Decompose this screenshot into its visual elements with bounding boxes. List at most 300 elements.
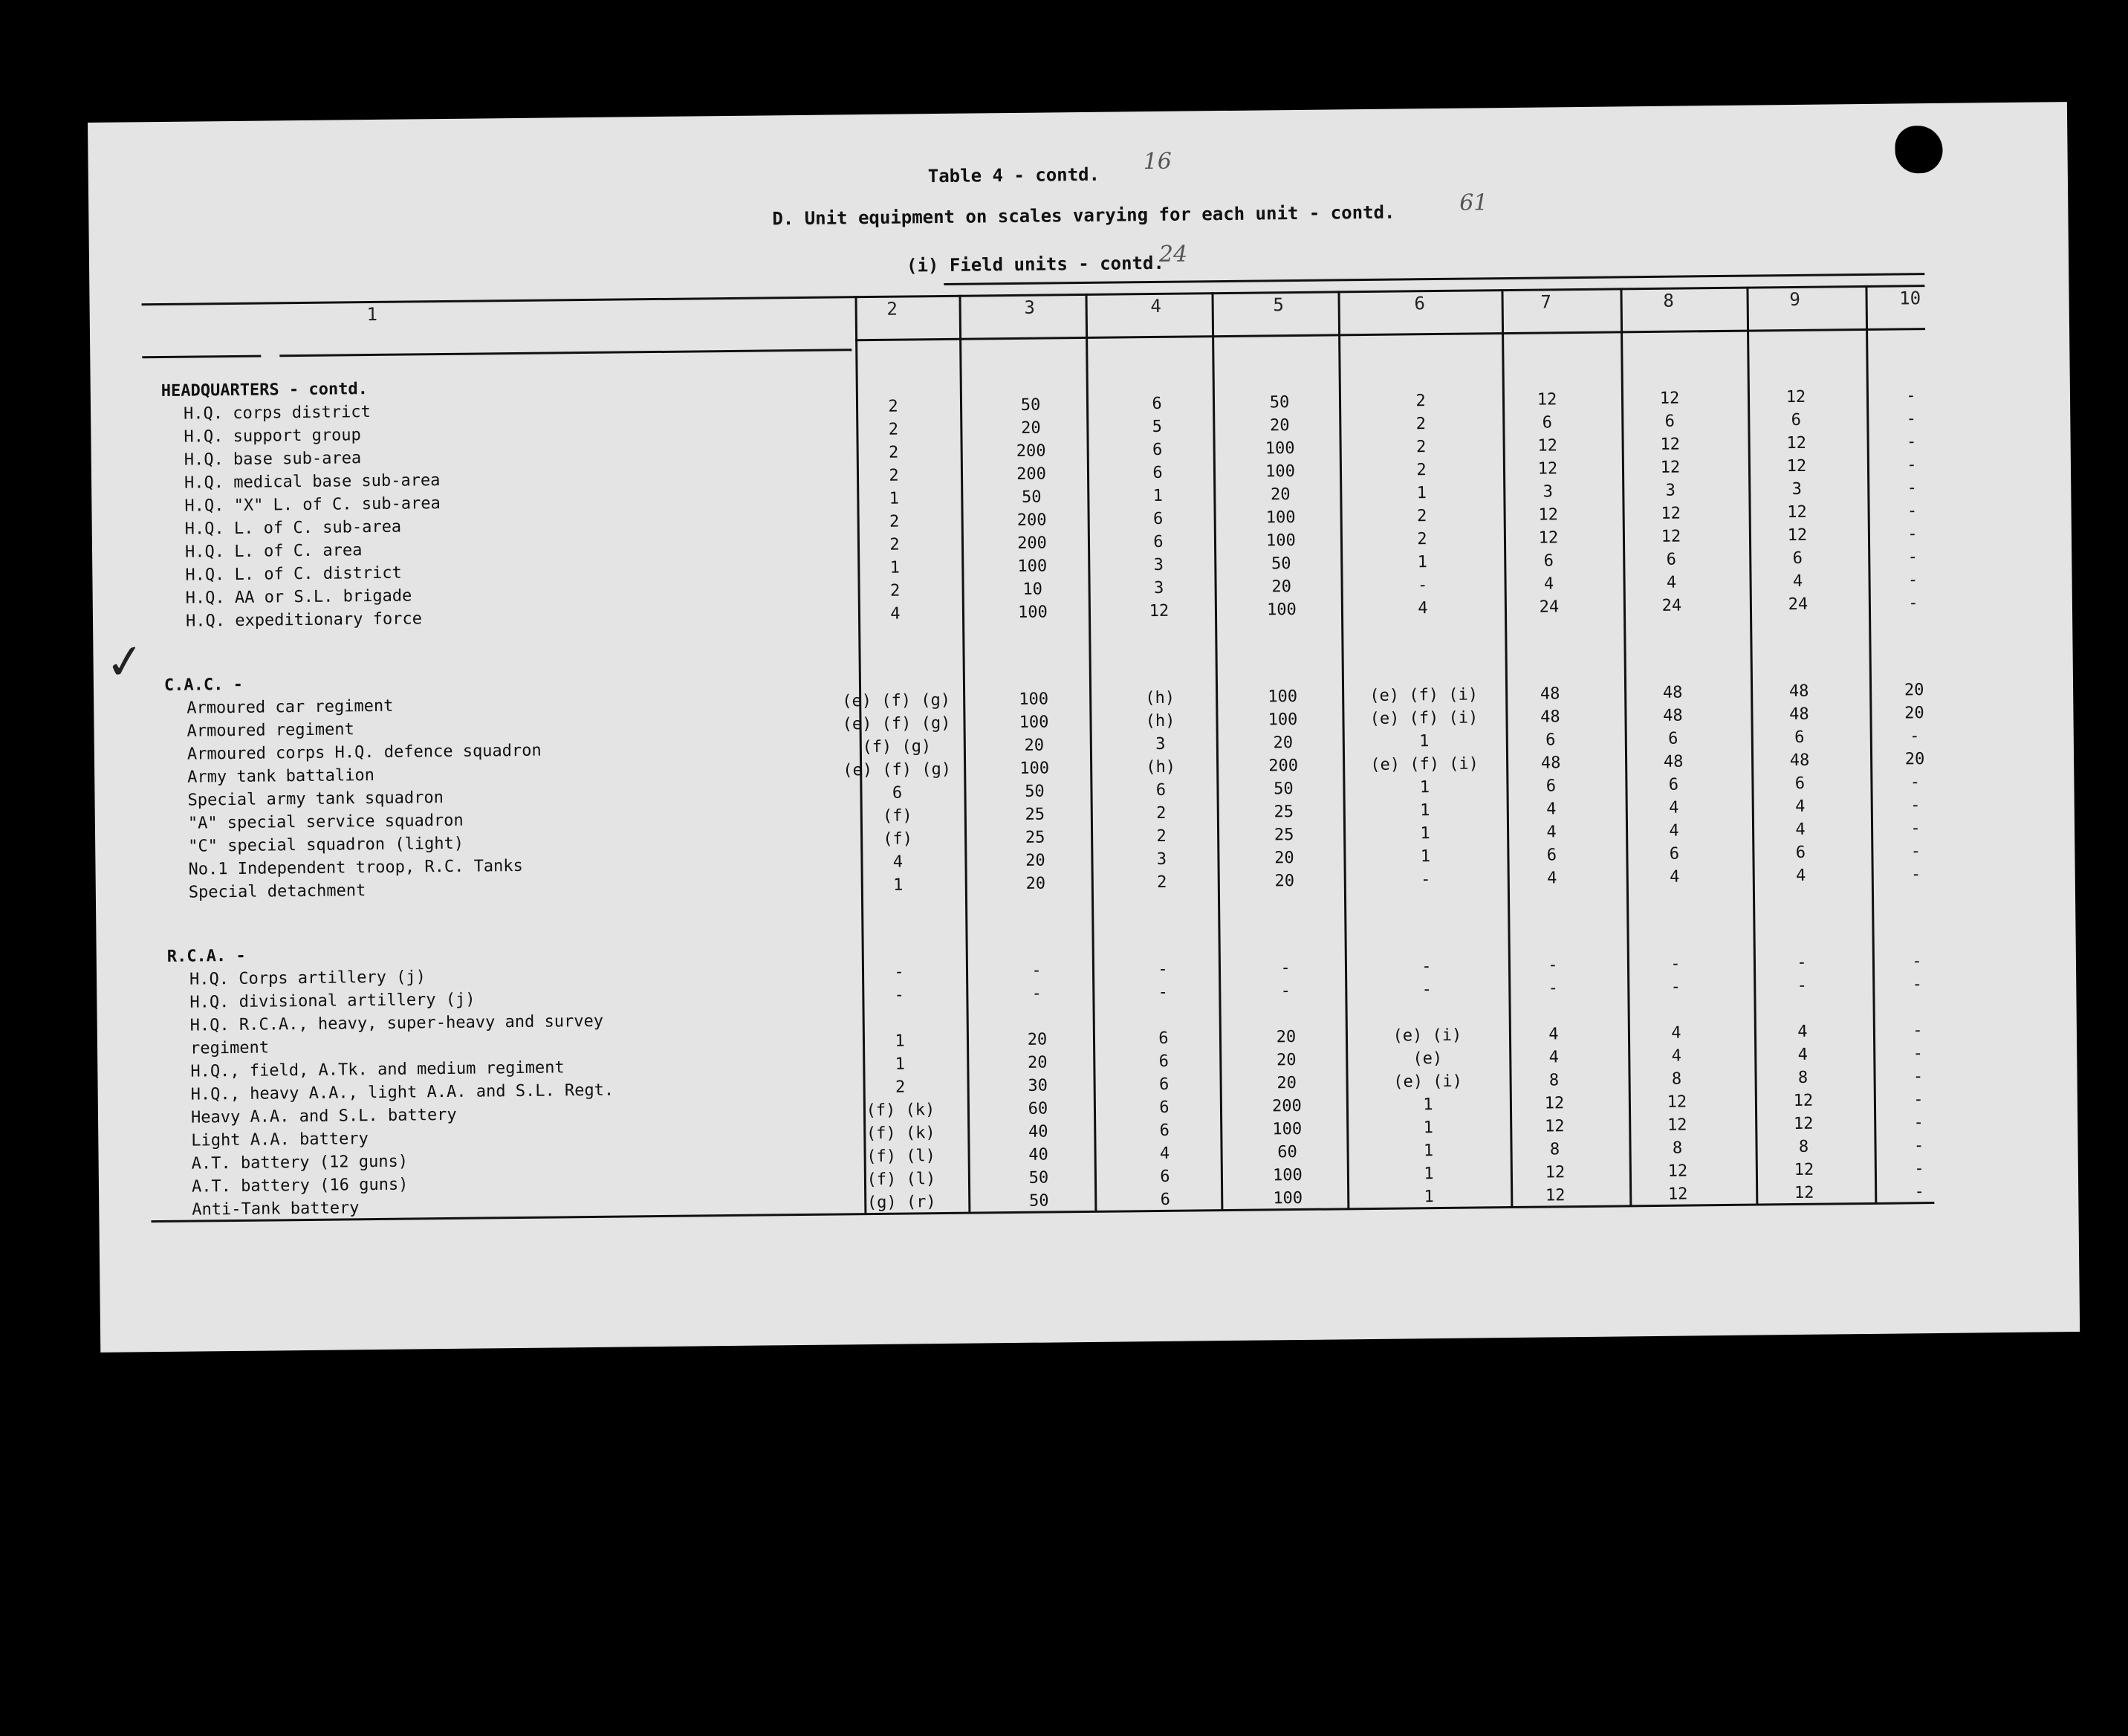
cell-col-2: (g) (r) [866,1193,936,1213]
cell-col-6: 1 [1420,847,1431,867]
cell-col-9: 48 [1789,705,1809,725]
cell-col-4: 6 [1153,532,1164,552]
cell-col-3: 30 [1028,1076,1048,1095]
cell-col-10: - [1910,727,1920,746]
cell-col-7: 12 [1537,436,1558,456]
cell-col-7: 6 [1543,551,1554,571]
cell-col-10: - [1906,386,1916,406]
cell-col-9: 12 [1787,525,1808,545]
cell-col-6: 1 [1423,1118,1434,1138]
cell-col-5: 25 [1274,803,1294,822]
cell-col-8: 8 [1671,1069,1682,1089]
cell-col-8: - [1670,954,1681,974]
cell-col-2: (f) (l) [866,1170,936,1190]
cell-col-2: 2 [889,535,900,554]
cell-col-3: 20 [1027,1030,1048,1049]
cell-col-5: 20 [1271,577,1292,597]
page-title: Table 4 - contd. [927,163,1100,187]
cell-col-5: - [1280,982,1291,1001]
cell-col-7: 6 [1546,846,1557,865]
cell-col-2: 2 [895,1078,906,1097]
cell-col-4: 3 [1153,555,1164,575]
cell-col-7: 12 [1544,1117,1565,1136]
cell-col-2: 6 [892,783,903,803]
cell-col-5: 50 [1271,554,1291,574]
cell-col-10: - [1910,796,1921,815]
cell-col-5: 100 [1265,531,1296,551]
cell-col-4: 6 [1159,1098,1170,1117]
cell-col-10: - [1907,456,1917,475]
cell-col-10: - [1910,865,1921,884]
cell-col-8: 12 [1667,1162,1688,1181]
header-rule-left-2 [279,349,851,357]
cell-col-10: - [1914,1182,1924,1202]
cell-col-4: 6 [1152,463,1163,483]
cell-col-2: 2 [889,466,899,485]
cell-col-8: 6 [1668,775,1679,794]
row-label: "C" special squadron (light) [188,834,464,856]
cell-col-8: 3 [1665,481,1676,500]
cell-col-6: (e) (f) (i) [1370,754,1479,774]
cell-col-5: 50 [1274,780,1294,799]
cell-col-7: 4 [1547,869,1557,888]
cell-col-9: 12 [1787,502,1807,522]
cell-col-7: - [1548,979,1559,998]
cell-col-4: (h) [1145,711,1175,731]
cell-col-9: 8 [1797,1068,1809,1087]
cell-col-5: 20 [1277,1074,1297,1093]
group-heading: R.C.A. - [166,946,246,966]
cell-col-3: 200 [1016,534,1048,553]
cell-col-10: - [1907,548,1918,567]
cell-col-5: 100 [1272,1119,1303,1139]
cell-col-9: 6 [1792,548,1803,569]
cell-col-8: 48 [1663,706,1683,725]
cell-col-2: (f) [883,829,913,849]
cell-col-5: 100 [1265,508,1296,528]
cell-col-4: 3 [1153,578,1164,598]
cell-col-6: 1 [1424,1165,1434,1184]
column-dividers [88,102,2067,123]
cell-col-8: 4 [1671,1023,1681,1043]
cell-col-4: - [1158,982,1169,1002]
page-subtitle: D. Unit equipment on scales varying for each unit - contd. [772,201,1395,230]
cell-col-5: 100 [1265,462,1296,482]
cell-col-5: 100 [1273,1188,1303,1208]
cell-col-3: 20 [1020,418,1041,438]
cell-col-8: 4 [1669,821,1679,841]
row-label: H.Q. L. of C. area [184,541,363,562]
cell-col-4: 6 [1152,509,1164,529]
cell-col-6: 2 [1415,438,1427,457]
row-label: H.Q., heavy A.A., light A.A. and S.L. Regt. [190,1081,614,1104]
cell-col-4: 1 [1152,486,1164,506]
row-label: H.Q. base sub-area [184,449,362,470]
cell-col-6: 1 [1419,778,1430,797]
cell-col-8: 48 [1662,683,1683,702]
cell-col-9: 12 [1793,1114,1814,1134]
cell-col-6: 1 [1420,824,1430,843]
cell-col-10: - [1910,842,1921,861]
document-sheet [88,102,2080,1353]
row-label: H.Q. medical base sub-area [184,471,441,493]
cell-col-5: 100 [1268,710,1298,730]
cell-col-10: - [1913,1113,1924,1133]
group-heading: C.A.C. - [163,675,244,695]
row-label: Anti-Tank battery [192,1199,360,1220]
row-label: Special army tank squadron [187,788,444,810]
cell-col-5: 60 [1277,1143,1297,1162]
cell-col-7: 12 [1545,1163,1566,1182]
cell-col-10: - [1913,1090,1924,1110]
cell-col-6: 1 [1416,484,1427,503]
column-header-8: 8 [1663,290,1674,311]
cell-col-9: 12 [1785,387,1806,407]
cell-col-3: 100 [1019,759,1050,778]
cell-col-5: 20 [1269,416,1290,435]
cell-col-5: 50 [1269,393,1290,412]
handwritten-note-3: 24 [1158,241,1188,268]
cell-col-3: 50 [1028,1191,1049,1211]
cell-col-6: (e) (i) [1393,1072,1463,1092]
cell-col-7: 4 [1543,574,1554,594]
cell-col-2: 1 [895,1031,905,1051]
cell-col-9: 4 [1795,797,1806,816]
cell-col-2: - [894,962,904,982]
cell-col-6: 2 [1415,415,1427,434]
cell-col-6: 1 [1420,801,1430,820]
cell-col-7: 12 [1545,1186,1566,1205]
cell-col-8: 4 [1666,573,1677,592]
cell-col-8: 4 [1669,798,1679,817]
cell-col-6: 2 [1415,392,1426,411]
row-label: A.T. battery (16 guns) [191,1175,409,1196]
cell-col-9: 4 [1795,866,1806,885]
cell-col-2: (e) (f) (g) [842,713,951,734]
column-header-4: 4 [1150,295,1162,317]
cell-col-2: (f) (l) [866,1147,936,1167]
cell-col-4: - [1158,959,1168,979]
cell-col-10: - [1907,571,1918,590]
cell-col-9: 12 [1793,1091,1814,1111]
cell-col-8: 12 [1659,389,1680,408]
header-rule [855,328,1925,341]
cell-col-10: 20 [1904,681,1924,700]
cell-col-8: 12 [1661,527,1681,546]
cell-col-10: 20 [1904,750,1925,769]
cell-col-4: 6 [1152,394,1162,414]
row-label: H.Q. Corps artillery (j) [189,968,426,989]
cell-col-4: 2 [1157,872,1167,892]
cell-col-2: (e) (f) (g) [843,760,952,780]
group-heading: HEADQUARTERS - contd. [160,380,369,401]
cell-col-3: - [1031,961,1042,980]
cell-col-10: - [1912,952,1922,971]
cell-col-9: 6 [1794,728,1805,747]
cell-col-9: 48 [1789,751,1810,771]
cell-col-9: - [1797,953,1807,972]
cell-col-4: 4 [1159,1144,1170,1163]
cell-col-5: 100 [1268,687,1298,707]
row-label: Armoured regiment [186,720,354,741]
cell-col-3: 20 [1024,736,1045,755]
cell-col-3: 200 [1016,441,1046,461]
cell-col-7: 3 [1543,482,1554,502]
cell-col-2: 2 [889,581,901,600]
top-rule-short [944,273,1924,285]
row-label: H.Q. AA or S.L. brigade [185,586,412,608]
row-label: H.Q. "X" L. of C. sub-area [184,494,441,516]
cell-col-6: 1 [1419,732,1430,751]
cell-col-7: 12 [1538,505,1559,525]
cell-col-10: - [1913,1044,1924,1063]
cell-col-8: 6 [1668,729,1678,748]
cell-col-3: 50 [1021,488,1042,507]
row-label: "A" special service squadron [187,811,464,833]
cell-col-3: 25 [1025,805,1045,824]
cell-col-9: 12 [1794,1183,1814,1203]
cell-col-4: 6 [1155,780,1167,800]
cell-col-6: (e) (i) [1392,1026,1462,1046]
cell-col-5: 100 [1272,1165,1303,1185]
cell-col-4: 6 [1158,1029,1169,1048]
cell-col-2: (e) (f) (g) [842,690,951,711]
column-header-2: 2 [886,298,898,320]
cell-col-6: 1 [1417,553,1428,572]
row-label: Heavy A.A. and S.L. battery [190,1105,457,1127]
cell-col-4: (h) [1145,688,1175,708]
cell-col-9: 4 [1797,1022,1808,1041]
cell-col-10: - [1907,525,1918,544]
cell-col-7: 4 [1546,823,1557,842]
cell-col-7: 24 [1539,597,1560,617]
cell-col-4: 5 [1152,417,1163,437]
cell-col-7: 8 [1548,1071,1560,1090]
cell-col-6: - [1421,957,1432,976]
cell-col-8: 6 [1664,412,1676,431]
cell-col-5: 20 [1270,485,1291,505]
row-label: Light A.A. battery [191,1130,369,1150]
row-label: Army tank battalion [187,766,375,787]
handwritten-note-1: 16 [1143,148,1172,175]
cell-col-7: 12 [1537,390,1557,409]
cell-col-8: 6 [1666,550,1677,569]
cell-col-8: 48 [1663,752,1684,771]
cell-col-7: 6 [1545,777,1557,796]
cell-col-2: 2 [888,420,899,439]
cell-col-9: 6 [1794,774,1806,793]
cell-col-10: - [1913,1136,1924,1156]
cell-col-4: 12 [1149,601,1170,621]
cell-col-5: 200 [1271,1096,1302,1116]
cell-col-8: 12 [1667,1115,1687,1135]
cell-col-4: 3 [1156,849,1167,869]
cell-col-10: - [1910,819,1921,838]
cell-col-5: - [1280,959,1291,978]
cell-col-3: 100 [1019,690,1049,709]
cell-col-7: 48 [1540,754,1561,773]
cell-col-2: (f) (k) [866,1101,935,1121]
cell-col-3: 10 [1022,580,1043,599]
cell-col-6: 2 [1417,530,1427,549]
cell-col-3: 25 [1025,828,1045,847]
cell-col-9: 4 [1792,571,1803,592]
column-header-5: 5 [1273,294,1285,316]
cell-col-10: - [1913,1067,1924,1086]
cell-col-3: 40 [1028,1145,1048,1165]
row-label: H.Q. R.C.A., heavy, super-heavy and survey [189,1011,604,1035]
cell-col-7: 6 [1542,413,1553,433]
cell-col-6: (e) (f) (i) [1369,708,1479,728]
cell-col-7: 4 [1548,1025,1559,1044]
cell-col-10: 20 [1904,704,1924,723]
cell-col-8: 12 [1661,504,1681,523]
cell-col-6: 1 [1424,1188,1434,1207]
cell-col-3: 200 [1016,464,1047,484]
column-header-7: 7 [1540,291,1552,313]
row-label: H.Q., field, A.Tk. and medium regiment [190,1058,565,1081]
cell-col-3: 200 [1016,511,1047,530]
cell-col-9: 6 [1791,410,1802,430]
cell-col-5: 200 [1268,756,1299,776]
cell-col-3: 60 [1028,1099,1048,1118]
cell-col-6: - [1417,576,1428,595]
column-header-9: 9 [1789,288,1800,311]
cell-col-9: 4 [1795,820,1806,839]
cell-col-5: 20 [1274,872,1295,891]
cell-col-10: - [1906,433,1917,452]
cell-col-6: 2 [1416,461,1427,480]
row-label: Special detachment [188,881,366,902]
cell-col-8: - [1670,977,1681,997]
cell-col-7: 12 [1538,528,1559,548]
cell-col-7: 48 [1540,707,1560,727]
checkmark-icon: ✓ [102,632,149,693]
cell-col-3: 40 [1028,1122,1048,1141]
row-label: A.T. battery (12 guns) [191,1152,409,1173]
cell-col-2: 1 [895,1055,906,1074]
cell-col-9: 4 [1797,1045,1809,1064]
cell-col-3: 20 [1025,874,1046,893]
cell-col-6: - [1421,980,1433,1000]
cell-col-4: 2 [1156,826,1167,846]
cell-col-4: 6 [1158,1052,1170,1071]
cell-col-9: 6 [1795,843,1806,862]
row-label: H.Q. L. of C. district [185,563,402,585]
cell-col-8: 12 [1667,1092,1687,1112]
column-header-6: 6 [1414,293,1426,314]
cell-col-5: 100 [1266,600,1297,620]
cell-col-7: 12 [1537,459,1558,479]
cell-col-8: 12 [1660,435,1681,454]
cell-col-6: (e) [1412,1049,1443,1069]
cell-col-8: 4 [1671,1046,1682,1066]
cell-col-9: 12 [1786,456,1807,476]
cell-col-9: 48 [1788,681,1809,702]
cell-col-4: 6 [1160,1190,1171,1209]
punch-hole [1895,126,1943,174]
cell-col-2: 2 [888,443,899,462]
cell-col-10: - [1906,409,1917,429]
cell-col-2: 1 [893,875,904,895]
cell-col-5: 20 [1274,849,1294,868]
cell-col-6: 4 [1418,599,1428,618]
row-label: No.1 Independent troop, R.C. Tanks [188,856,523,879]
cell-col-2: (f) (g) [862,737,932,757]
cell-col-5: 20 [1273,733,1294,753]
cell-col-6: 2 [1416,507,1427,526]
row-label: Armoured car regiment [186,696,394,718]
cell-col-9: 24 [1788,595,1809,615]
cell-col-4: (h) [1146,757,1176,777]
cell-col-3: 50 [1025,782,1045,801]
row-label: regiment [189,1038,270,1058]
cell-col-9: - [1797,976,1808,995]
cell-col-10: - [1908,594,1918,613]
cell-col-10: - [1914,1159,1924,1179]
cell-col-8: 12 [1667,1185,1688,1204]
cell-col-5: 20 [1276,1028,1297,1047]
cell-col-10: - [1913,1021,1923,1040]
cell-col-8: 8 [1672,1139,1683,1158]
cell-col-9: 3 [1791,479,1803,499]
section-title: (i) Field units - contd. [906,252,1164,276]
cell-col-8: 6 [1669,844,1680,864]
cell-col-2: 1 [889,558,901,577]
cell-col-2: - [894,985,905,1005]
column-header-3: 3 [1024,297,1036,318]
cell-col-2: 1 [889,489,900,508]
cell-col-6: - [1421,870,1431,890]
cell-col-2: (f) (k) [866,1124,935,1144]
cell-col-2: 2 [889,512,900,531]
cell-col-3: 100 [1017,603,1048,622]
row-label: H.Q. divisional artillery (j) [189,990,476,1012]
cell-col-2: 4 [892,852,904,872]
cell-col-7: - [1548,956,1558,975]
cell-col-3: 100 [1017,557,1048,576]
cell-col-4: 6 [1159,1121,1170,1140]
cell-col-3: - [1031,984,1042,1003]
cell-col-7: 8 [1549,1140,1560,1159]
header-rule-left-1 [142,355,261,359]
cell-col-3: 20 [1027,1053,1048,1072]
row-label: Armoured corps H.Q. defence squadron [186,741,542,764]
cell-col-6: (e) (f) (i) [1369,685,1479,705]
cell-col-8: 24 [1661,596,1682,615]
cell-col-3: 100 [1019,713,1049,732]
cell-col-2: 2 [888,397,898,416]
cell-col-9: 12 [1794,1160,1814,1180]
row-label: H.Q. expeditionary force [185,609,423,631]
cell-col-3: 50 [1028,1168,1049,1188]
cell-col-6: 1 [1423,1095,1433,1115]
cell-col-7: 48 [1540,684,1560,704]
cell-col-10: - [1912,975,1923,994]
cell-col-10: - [1907,502,1918,521]
cell-col-2: (f) [882,806,912,826]
cell-col-7: 4 [1546,800,1557,819]
cell-col-7: 12 [1544,1094,1565,1113]
cell-col-3: 50 [1020,395,1041,415]
row-label: H.Q. support group [184,426,361,447]
cell-col-10: - [1910,773,1921,792]
cell-col-9: 8 [1798,1137,1809,1156]
column-header-1: 1 [366,303,378,326]
cell-col-6: 1 [1423,1141,1434,1161]
row-label: H.Q. corps district [183,403,371,424]
cell-col-8: 4 [1669,867,1680,887]
